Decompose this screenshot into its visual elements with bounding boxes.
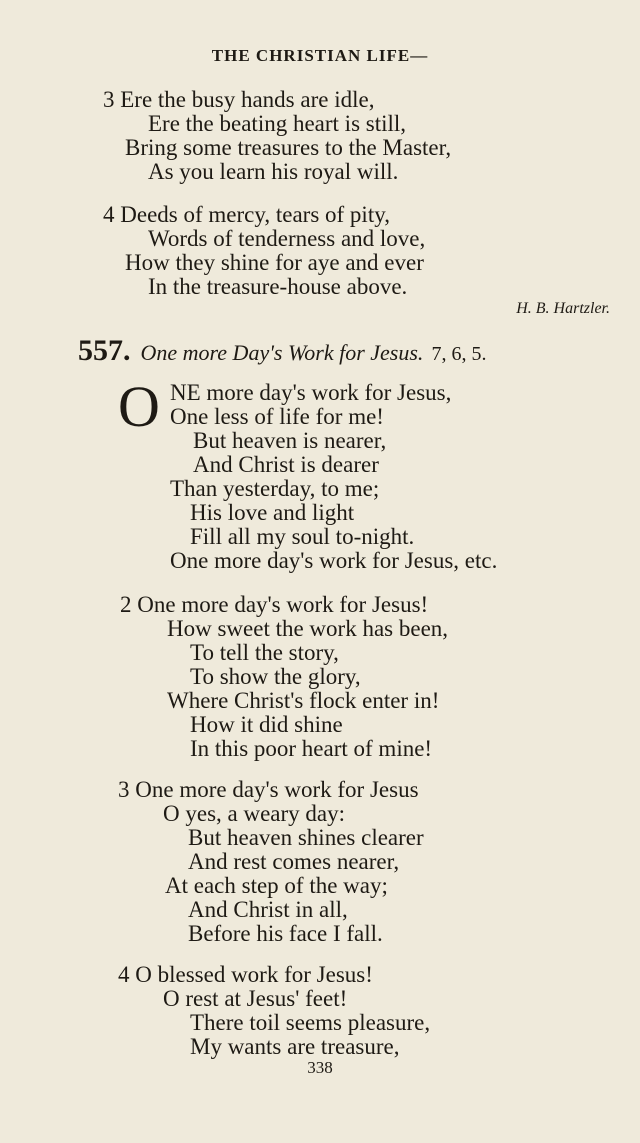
verse-line: As you learn his royal will. (148, 159, 399, 184)
hymn-meter: 7, 6, 5. (431, 343, 487, 365)
verse-line: 3 One more day's work for Jesus (118, 777, 419, 802)
verse-line: And Christ in all, (188, 897, 348, 922)
verse-line: 2 One more day's work for Jesus! (120, 592, 429, 617)
verse-line: At each step of the way; (165, 873, 388, 898)
verse-line: One more day's work for Jesus, etc. (170, 548, 498, 573)
verse-line: Before his face I fall. (188, 921, 383, 946)
hymn-heading (78, 334, 486, 368)
verse-line: Ere the beating heart is still, (148, 111, 407, 136)
verse-line: And rest comes nearer, (188, 849, 400, 874)
hymn-title: One more Day's Work for Jesus. (140, 340, 424, 365)
verse-line: My wants are treasure, (190, 1034, 400, 1059)
verse-line: Where Christ's flock enter in! (167, 688, 440, 713)
verse-line: 4 O blessed work for Jesus! (118, 962, 373, 987)
verse-line: Bring some treasures to the Master, (125, 135, 452, 160)
verse-line: O rest at Jesus' feet! (163, 986, 348, 1011)
verse-line: How sweet the work has been, (167, 616, 449, 641)
verse-line: One less of life for me! (170, 404, 384, 429)
verse-line: To tell the story, (190, 640, 339, 665)
verse-line: To show the glory, (190, 664, 361, 689)
verse-line: Words of tenderness and love, (148, 226, 426, 251)
verse-line: How it did shine (190, 712, 343, 737)
verse-line: Than yesterday, to me; (170, 476, 380, 501)
verse-line: 3 Ere the busy hands are idle, (103, 87, 375, 112)
verse-line: But heaven is nearer, (193, 428, 387, 453)
hymn-number: 557. (78, 334, 131, 367)
drop-cap: O (118, 374, 160, 439)
verse-line: In this poor heart of mine! (190, 736, 433, 761)
verse-line: But heaven shines clearer (188, 825, 424, 850)
author-credit: H. B. Hartzler. (516, 300, 610, 317)
verse-line: Fill all my soul to-night. (190, 524, 415, 549)
verse-line: His love and light (190, 500, 355, 525)
verse-line: NE more day's work for Jesus, (170, 380, 452, 405)
verse-line: In the treasure-house above. (148, 274, 408, 299)
verse-line: And Christ is dearer (193, 452, 379, 477)
running-header: THE CHRISTIAN LIFE— (211, 46, 429, 65)
page-number: 338 (307, 1058, 333, 1077)
verse-line: There toil seems pleasure, (190, 1010, 431, 1035)
verse-line: 4 Deeds of mercy, tears of pity, (103, 202, 390, 227)
verse-line: O yes, a weary day: (163, 801, 346, 826)
verse-line: How they shine for aye and ever (125, 250, 424, 275)
